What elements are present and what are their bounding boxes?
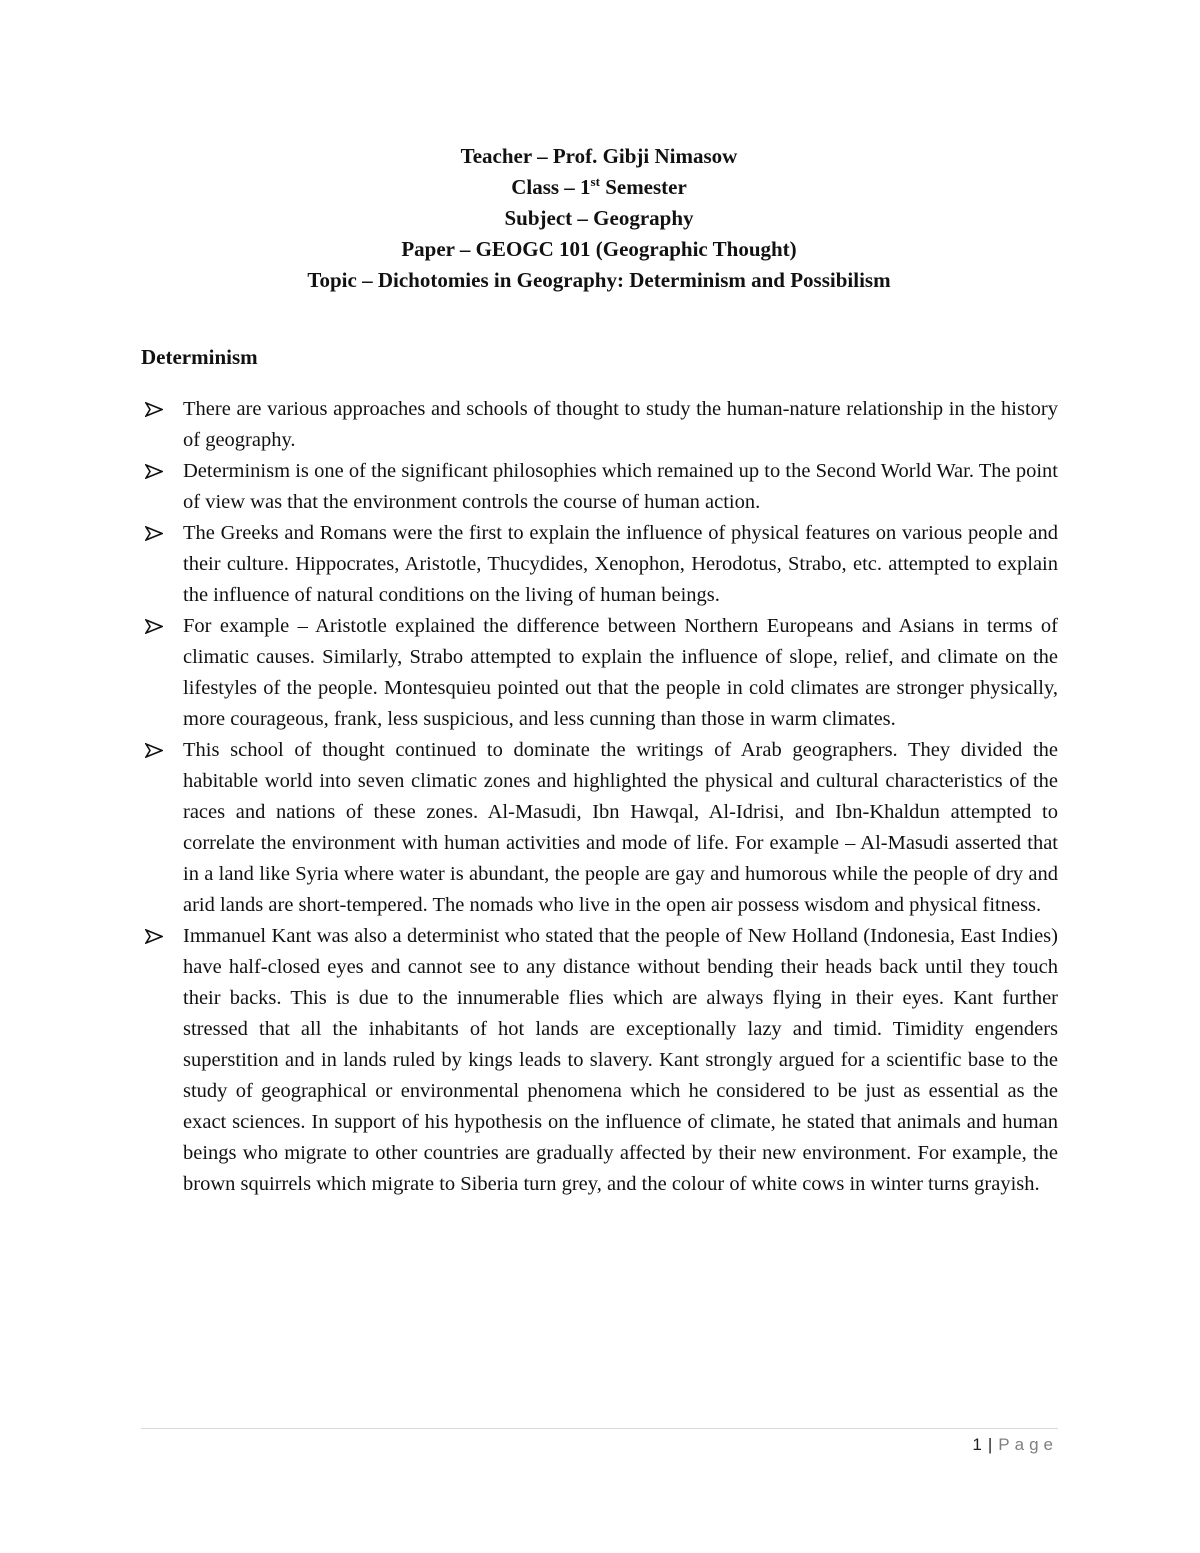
bullet-text: For example – Aristotle explained the difference between Northern Europeans and Asians in terms of climatic causes. Similarly, Strabo attempted to explain the influence of slope, relief, and climate on the lifestyles of the people. Montesquieu pointed out that the people in cold climates are stronger physically, more courageous, frank, less suspicious, and less cunning than those in warm climates. <box>183 615 1058 730</box>
class-suffix: Semester <box>599 175 687 199</box>
section-heading-determinism: Determinism <box>141 345 258 369</box>
teacher-line: Teacher – Prof. Gibji Nimasow <box>460 144 738 168</box>
list-item <box>141 611 1058 735</box>
arrowhead-bullet-icon <box>145 394 171 425</box>
list-item <box>141 921 1058 1200</box>
arrowhead-bullet-icon <box>145 518 171 549</box>
list-item <box>141 394 1058 456</box>
footer-divider <box>141 1428 1058 1429</box>
arrowhead-bullet-icon <box>145 921 171 952</box>
arrowhead-bullet-icon <box>145 735 171 766</box>
list-item <box>141 456 1058 518</box>
determinism-bullet-list <box>141 394 1058 1200</box>
class-ordinal-suffix: st <box>590 174 600 189</box>
topic-line: Topic – Dichotomies in Geography: Determinism and Possibilism <box>307 268 891 292</box>
arrowhead-bullet-icon <box>145 611 171 642</box>
bullet-text: The Greeks and Romans were the first to explain the influence of physical features on various people and their culture. Hippocrates, Aristotle, Thucydides, Xenophon, Herodotus, Strabo, etc. attempted to explain the influence of natural conditions on the living of human beings. <box>183 522 1058 606</box>
class-prefix: Class – 1 <box>511 175 591 199</box>
subject-line: Subject – Geography <box>504 206 694 230</box>
list-item <box>141 735 1058 921</box>
bullet-text: This school of thought continued to dominate the writings of Arab geographers. They divided the habitable world into seven climatic zones and highlighted the physical and cultural characteristics of the races and nations of these zones. Al-Masudi, Ibn Hawqal, Al-Idrisi, and Ibn-Khaldun attempted to correlate the environment with human activities and mode of life. For example – Al-Masudi asserted that in a land like Syria where water is abundant, the people are gay and humorous while the people of dry and arid lands are short-tempered. The nomads who live in the open air possess wisdom and physical fitness. <box>183 739 1058 916</box>
document-header <box>140 141 1058 296</box>
bullet-text: Determinism is one of the significant philosophies which remained up to the Second World War. The point of view was that the environment controls the course of human action. <box>183 460 1058 513</box>
paper-line: Paper – GEOGC 101 (Geographic Thought) <box>401 237 797 261</box>
page-label: Page <box>998 1435 1058 1454</box>
page-footer <box>972 1432 1058 1458</box>
page-number: 1 <box>972 1435 982 1454</box>
list-item <box>141 518 1058 611</box>
arrowhead-bullet-icon <box>145 456 171 487</box>
class-line <box>140 172 1058 203</box>
bullet-text: Immanuel Kant was also a determinist who stated that the people of New Holland (Indonesia, East Indies) have half-closed eyes and cannot see to any distance without bending their heads back until they touch their backs. This is due to the innumerable flies which are always flying in their eyes. Kant further stressed that all the inhabitants of hot lands are exceptionally lazy and timid. Timidity engenders superstition and in lands ruled by kings leads to slavery. Kant strongly argued for a scientific base to the study of geographical or environmental phenomena which he considered to be just as essential as the exact sciences. In support of his hypothesis on the influence of climate, he stated that animals and human beings who migrate to other countries are gradually affected by their new environment. For example, the brown squirrels which migrate to Siberia turn grey, and the colour of white cows in winter turns grayish. <box>183 925 1058 1195</box>
bullet-text: There are various approaches and schools of thought to study the human-nature relationship in the history of geography. <box>183 398 1058 451</box>
footer-separator: | <box>987 1435 993 1454</box>
